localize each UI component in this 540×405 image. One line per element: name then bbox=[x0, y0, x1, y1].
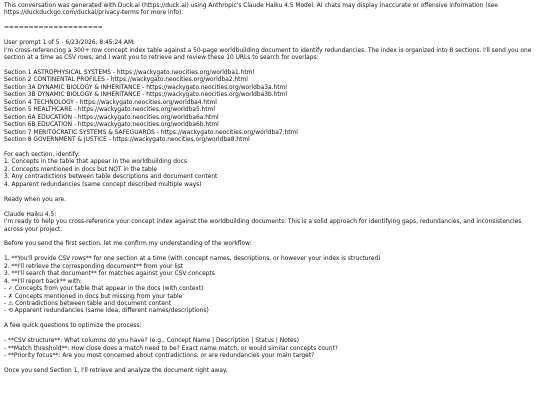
spacer bbox=[4, 145, 535, 152]
identify-item: 3. Any contradictions between table descriptions and document content bbox=[4, 174, 218, 181]
identify-item: 2. Concepts mentioned in docs but NOT in the table bbox=[4, 166, 158, 173]
section-link-item: Section 1 ASTROPHYSICAL SYSTEMS - https://wackygato.neocities.org/worldba1.html bbox=[4, 70, 255, 77]
spacer bbox=[4, 204, 535, 211]
user-prompt-heading: User prompt 1 of 5 - 6/23/2026, 8:45:24 AM: bbox=[4, 40, 136, 47]
question-item: - **CSV structure**: What columns do you have? (e.g., Concept Name | Description | Status | Notes) bbox=[4, 338, 300, 345]
assistant-intro: I'm ready to help you cross-reference your concept index against the worldbuilding documents. This is a solid approach for identifying gaps, redundancies, and inconsistencies across your project. bbox=[4, 219, 524, 233]
workflow-item: 3. **I'll search that document** for matches against your CSV concepts bbox=[4, 271, 215, 278]
section-link-item: Section 3B DYNAMIC BIOLOGY & INHERITANCE - https://wackygato.neocities.org/worldba3b.html bbox=[4, 92, 288, 99]
spacer bbox=[4, 18, 535, 25]
report-item: - ✗ Concepts mentioned in docs but missing from your table bbox=[4, 293, 183, 300]
spacer bbox=[4, 331, 535, 338]
report-item: - ✓ Concepts from your table that appear in the docs (with context) bbox=[4, 286, 204, 293]
spacer bbox=[4, 63, 535, 70]
section-link-item: Section 6B EDUCATION - https://wackygato.neocities.org/worldba6b.html bbox=[4, 122, 219, 129]
section-link-item: Section 3A DYNAMIC BIOLOGY & INHERITANCE - https://wackygato.neocities.org/worldba3a.html bbox=[4, 84, 287, 91]
workflow-item: 1. **You'll provide CSV rows** for one section at a time (with concept names, descriptions, or however your index is structured) bbox=[4, 256, 381, 263]
section-link-item: Section 7 MERITOCRATIC SYSTEMS & SAFEGUARDS - https://wackygato.neocities.org/worldba7.html bbox=[4, 129, 298, 136]
report-item: - ⚠ Contradictions between table and document content bbox=[4, 301, 172, 307]
section-link-item: Section 8 GOVERNMENT & JUSTICE - https://wackygato.neocities.org/worldba8.html bbox=[4, 137, 250, 144]
question-item: - **Priority focus**: Are you most concerned about contradictions, or are redundancies your main target? bbox=[4, 353, 315, 360]
spacer bbox=[4, 316, 535, 323]
workflow-item: 4. **I'll report back** with: bbox=[4, 278, 82, 285]
header-notice: This conversation was generated with Duck.ai (https://duck.ai) using Anthropic's Claude Haiku 4.5 Model. AI chats may display inaccurate or offensive information (see https://duckduckgo.com/duckai/privacy-terms for more info). bbox=[4, 3, 500, 17]
assistant-closing: Once you send Section 1, I'll retrieve and analyze the document right away. bbox=[4, 368, 228, 375]
section-link-item: Section 4 TECHNOLOGY - https://wackygato.neocities.org/worldba4.html bbox=[4, 99, 217, 106]
spacer bbox=[4, 33, 535, 40]
user-closing: Ready when you are. bbox=[4, 196, 67, 203]
identify-item: 1. Concepts in the table that appear in the worldbuilding docs bbox=[4, 159, 187, 166]
user-prompt-intro: I'm cross-referencing a 300+ row concept index table against a 50-page worldbuilding document to identify redundancies. The index is organized into 8 sections. I'll send you one section at a time as CSV rows, and I want you to retrieve and review these 10 URLs to search for overlaps: bbox=[4, 47, 534, 62]
spacer bbox=[4, 249, 535, 256]
assistant-heading: Claude Haiku 4.5: bbox=[4, 211, 57, 218]
question-item: - **Match threshold**: How close does a match need to be? Exact name match, or would similar concepts count? bbox=[4, 345, 338, 352]
spacer bbox=[4, 189, 535, 196]
spacer bbox=[4, 361, 535, 368]
spacer bbox=[4, 234, 535, 241]
header-separator: ==================== bbox=[4, 25, 103, 32]
identify-heading: For each section, identify: bbox=[4, 152, 80, 158]
report-item: - ⟲ Apparent redundancies (same idea, different names/descriptions) bbox=[4, 308, 209, 315]
section-link-item: Section 5 HEALTHCARE - https://wackygato.neocities.org/worldba5.html bbox=[4, 107, 215, 114]
questions-heading: A few quick questions to optimize the process: bbox=[4, 323, 142, 330]
workflow-item: 2. **I'll retrieve the corresponding document** from your list bbox=[4, 263, 184, 270]
section-link-item: Section 2 CONTINENTAL PROFILES - https://wackygato.neocities.org/worldba2.html bbox=[4, 77, 248, 84]
identify-item: 4. Apparent redundancies (same concept described multiple ways) bbox=[4, 181, 202, 188]
assistant-confirm: Before you send the first section, let me confirm my understanding of the workflow: bbox=[4, 241, 252, 248]
section-link-item: Section 6A EDUCATION - https://wackygato.neocities.org/worldba6a.html bbox=[4, 114, 219, 121]
